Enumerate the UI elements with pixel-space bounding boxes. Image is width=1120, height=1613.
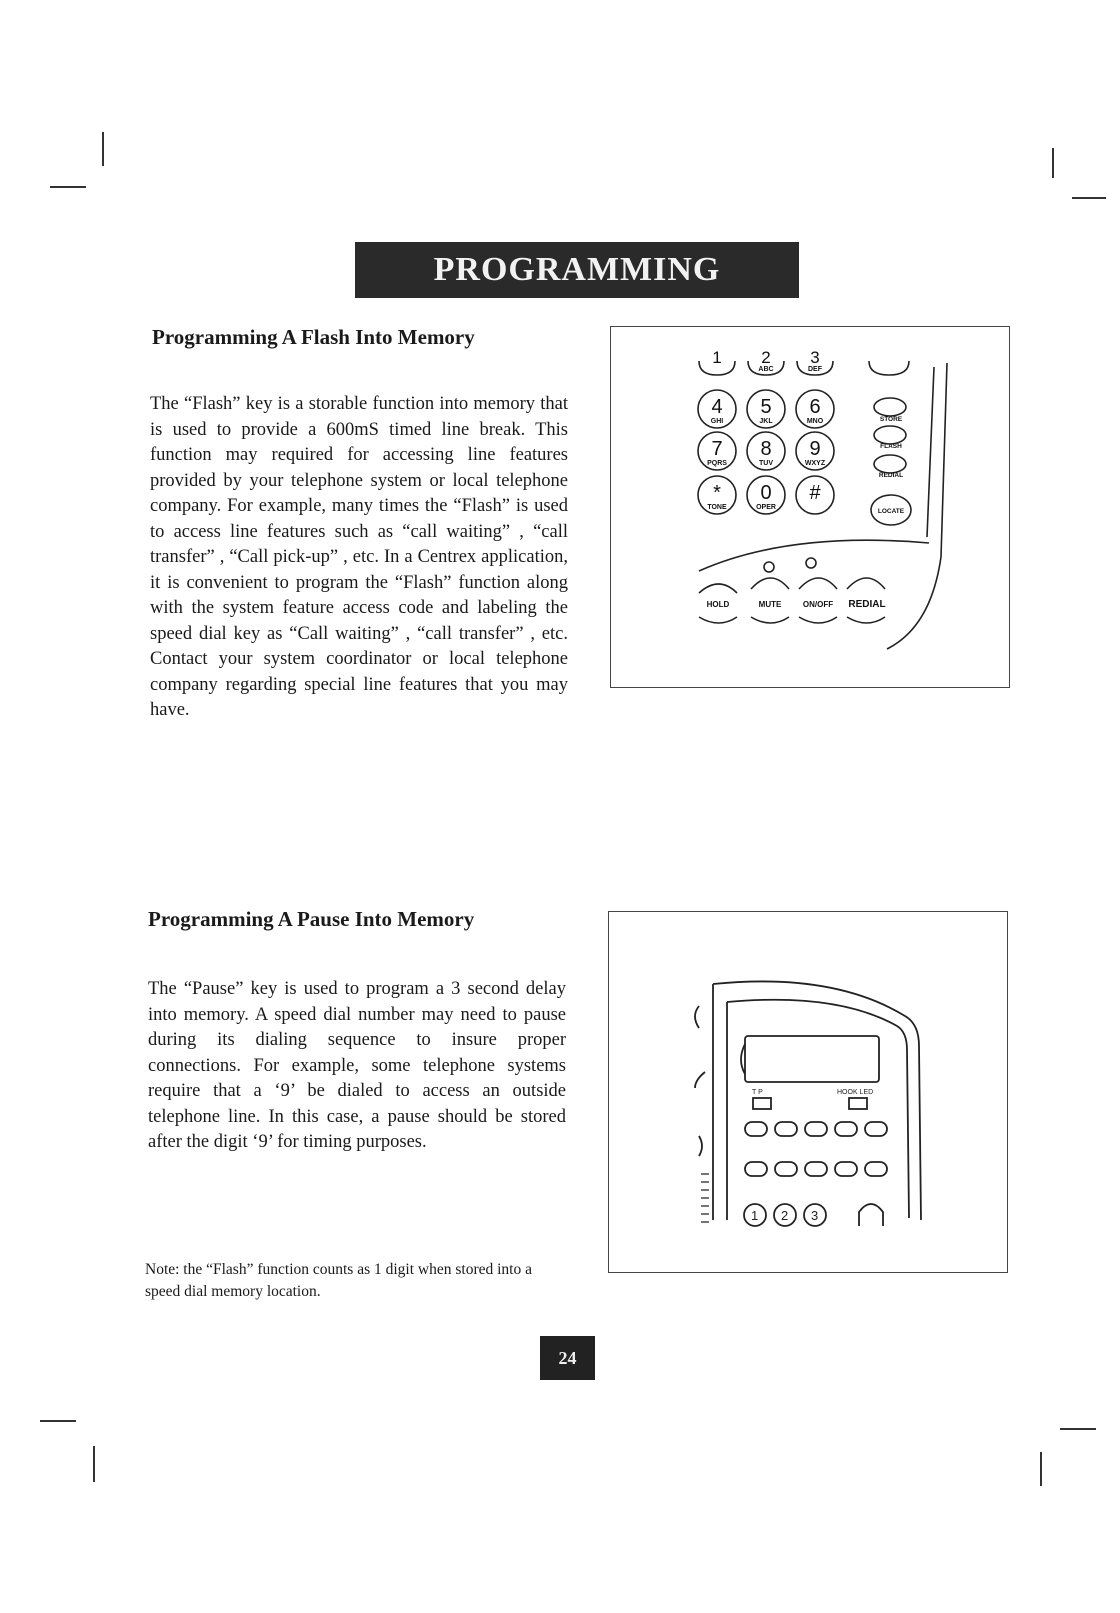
bottom-key-label: HOLD [706,600,730,609]
keypad-letters: WXYZ [804,460,826,467]
crop-mark [40,1420,76,1422]
side-key-label: FLASH [880,443,902,450]
side-key-label: STORE [879,416,903,423]
keypad-key-1 [712,348,721,367]
section-body-flash: The “Flash” key is a storable function into memory that is used to provide a 600mS timed line break. This function may required for accessing line features provided by your telephone system or local telephone company. For example, many times the “Flash” is used to access line features such as “call waiting” , “call transfer” , “Call pick-up” , etc. In a Centrex application, it is convenient to program the “Flash” function along with the system feature access code and labeling the speed dial key as “Call waiting” , “call transfer” , etc. Contact your system coordinator or local telephone company regarding special line features that you may have. [150,394,568,720]
keypad-letters: JKL [759,418,773,425]
keypad-digit: 3 [810,348,820,367]
keypad-digit: 1 [712,348,722,367]
crop-mark [1060,1428,1096,1430]
keypad-key-7 [698,432,736,470]
bottom-key-label: REDIAL [848,599,886,610]
crop-mark [93,1446,95,1482]
section-heading-pause: Programming A Pause Into Memory [148,907,475,931]
keypad-letters: MNO [806,418,824,425]
handset-key-label: 2 [781,1208,789,1223]
keypad-key-pound [796,476,834,514]
side-key-label: LOCATE [877,508,905,515]
keypad-key-4 [698,390,736,428]
section-heading-flash: Programming A Flash Into Memory [152,325,475,349]
keypad-key-3 [808,348,823,373]
keypad-letters: TONE [707,504,727,511]
keypad-key-9 [796,432,834,470]
keypad-key-star [698,476,736,514]
keypad-letters: GHI [710,418,724,425]
keypad-letters: OPER [756,504,776,511]
crop-mark [1072,197,1106,199]
keypad-digit: 9 [809,438,821,460]
page-number: 24 [540,1336,595,1380]
keypad-key-5 [747,390,785,428]
note-text: Note: the “Flash” function counts as 1 digit when stored into a speed dial memory location. [145,1261,532,1300]
keypad-digit: 8 [760,438,772,460]
keypad-key-8 [747,432,785,470]
crop-mark [50,186,86,188]
keypad-key-6 [796,390,834,428]
keypad-figure [610,326,1010,688]
keypad-digit: 7 [711,438,723,460]
keypad-digit: 4 [711,396,723,418]
keypad-digit: 2 [761,348,771,367]
section-body-pause: The “Pause” key is used to program a 3 second delay into memory. A speed dial number may need to pause during its dialing sequence to insure proper connections. For example, some telephone systems require that a ‘9’ be dialed to access an outside telephone line. In this case, a pause should be stored after the digit ‘9’ for timing purposes. [148,979,566,1152]
handset-figure [608,911,1008,1273]
crop-mark [1040,1452,1042,1486]
keypad-illustration [611,327,1009,687]
bottom-key-label: MUTE [758,600,782,609]
keypad-letters: TUV [759,460,773,467]
handset-indicator-label: T P [752,1089,763,1096]
keypad-letters: PQRS [707,460,727,467]
keypad-key-0 [747,476,785,514]
crop-mark [1052,148,1054,178]
handset-indicator-label: HOOK LED [837,1089,874,1096]
bottom-key-label: ON/OFF [802,600,834,609]
handset-key-label: 1 [751,1208,759,1223]
keypad-digit: 5 [760,396,772,418]
keypad-digit: 6 [809,396,821,418]
keypad-digit: # [809,482,821,504]
keypad-letters: DEF [808,366,822,373]
keypad-key-2 [758,348,773,373]
page-title: PROGRAMMING [355,242,799,298]
keypad-digit: * [713,482,721,504]
side-key-label: REDIAL [878,472,904,479]
keypad-letters: ABC [758,366,774,373]
crop-mark [102,132,104,166]
handset-illustration [609,912,1007,1272]
handset-key-label: 3 [811,1208,819,1223]
keypad-digit: 0 [760,482,772,504]
